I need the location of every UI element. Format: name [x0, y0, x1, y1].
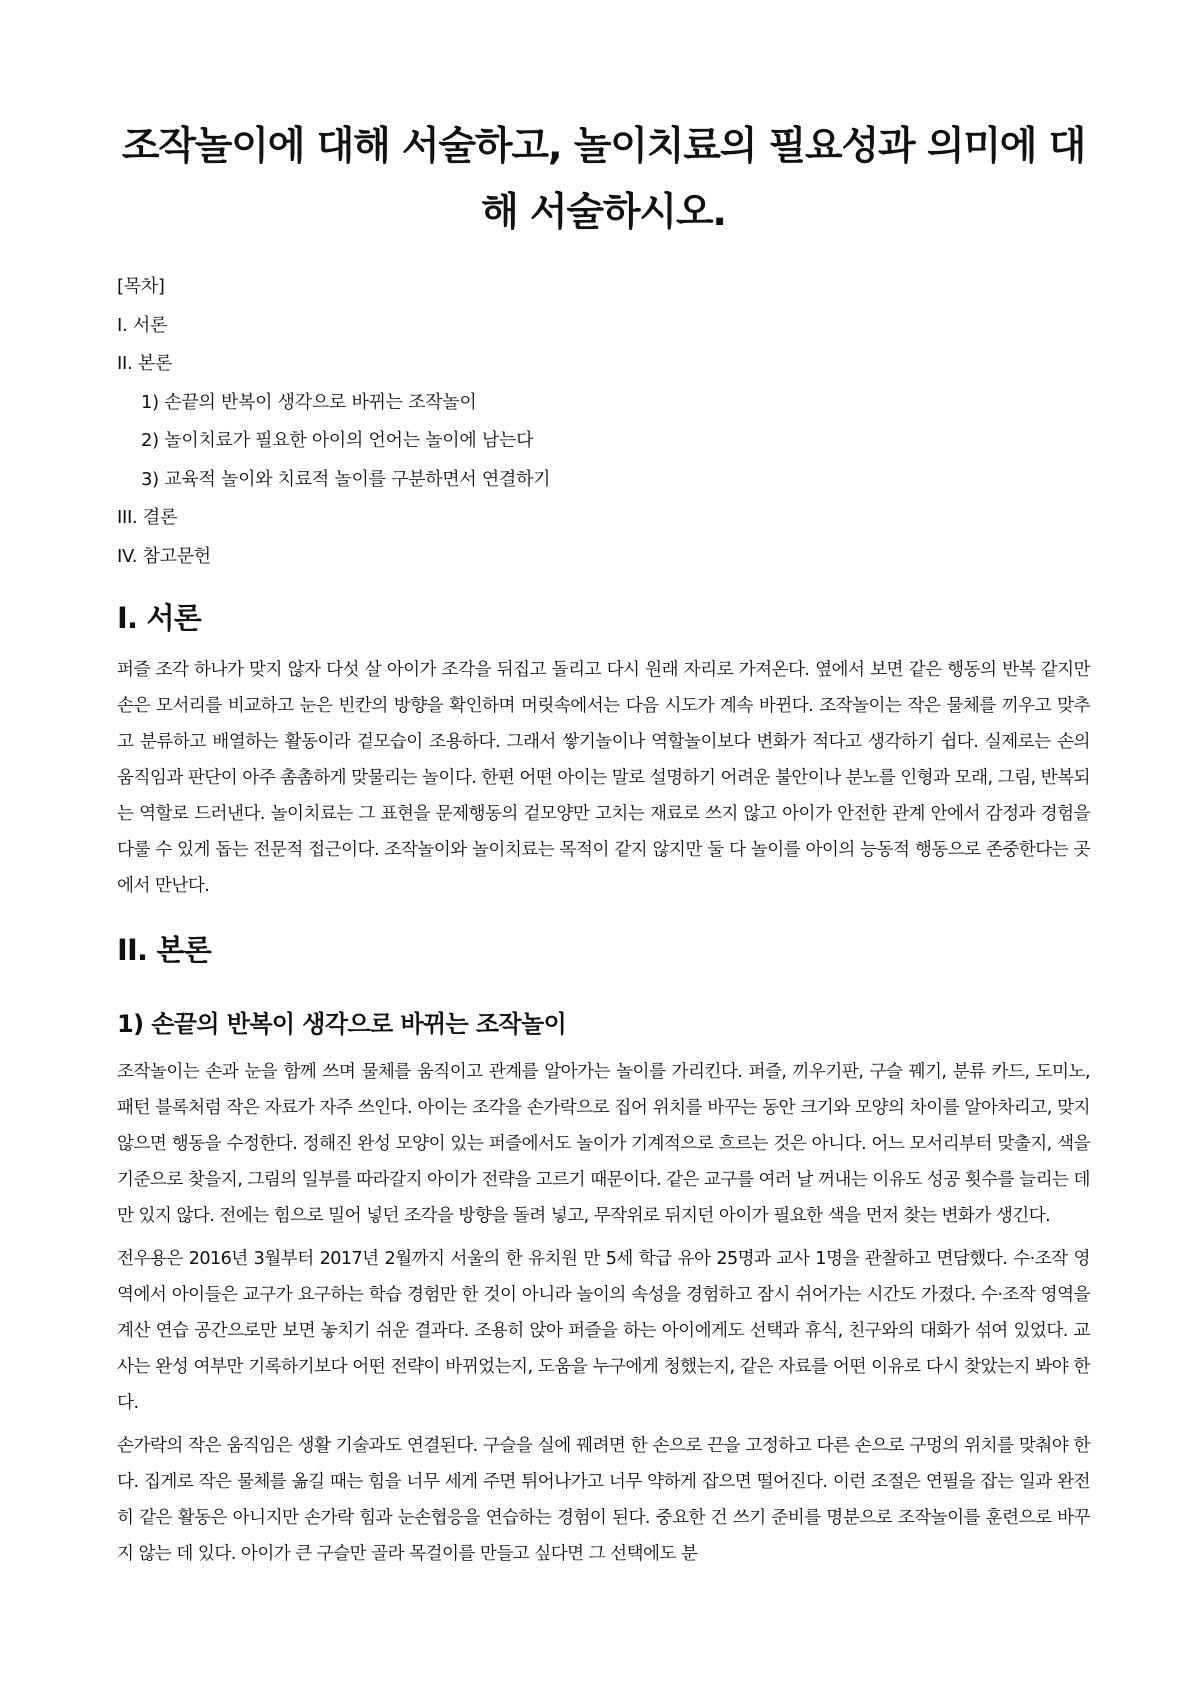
table-of-contents — [117, 268, 1090, 576]
subsection-heading-1: 1) 손끝의 반복이 생각으로 바뀌는 조작놀이 — [117, 1010, 567, 1038]
body-paragraph: 손가락의 작은 움직임은 생활 기술과도 연결된다. 구슬을 실에 꿰려면 한 손으로 끈을 고정하고 다른 손으로 구멍의 위치를 맞춰야 한다. 집게로 작은 물체를 옮길 때는 힘을 너무 세게 주면 튀어나가고 너무 약하게 잡으면 떨어진다. 이런 조절은 연필을 잡는 일과 완전히 같은 활동은 아니지만 손가락 힘과 눈손협응을 연습하는 경험이 된다. 중요한 건 쓰기 준비를 명분으로 조작놀이를 훈련으로 바꾸지 않는 데 있다. 아이가 큰 구슬만 골라 목걸이를 만들고 싶다면 그 선택에도 분 — [117, 1436, 1090, 1564]
intro-paragraph: 퍼즐 조각 하나가 맞지 않자 다섯 살 아이가 조각을 뒤집고 돌리고 다시 원래 자리로 가져온다. 옆에서 보면 같은 행동의 반복 같지만 손은 모서리를 비교하고 눈은 빈칸의 방향을 확인하며 머릿속에서는 다음 시도가 계속 바뀐다. 조작놀이는 작은 물체를 끼우고 맞추고 분류하고 배열하는 활동이라 겉모습이 조용하다. 그래서 쌓기놀이나 역할놀이보다 변화가 적다고 생각하기 쉽다. 실제로는 손의 움직임과 판단이 아주 촘촘하게 맞물리는 놀이다. 한편 어떤 아이는 말로 설명하기 어려운 불안이나 분노를 인형과 모래, 그림, 반복되는 역할로 드러낸다. 놀이치료는 그 표현을 문제행동의 겉모양만 고치는 재료로 쓰지 않고 아이가 안전한 관계 안에서 감정과 경험을 다룰 수 있게 돕는 전문적 접근이다. 조작놀이와 놀이치료는 목적이 같지 않지만 둘 다 놀이를 아이의 능동적 행동으로 존중한다는 곳에서 만난다. — [117, 660, 1090, 896]
document-title: 조작놀이에 대해 서술하고, 놀이치료의 필요성과 의미에 대해 서술하시오. — [121, 124, 1086, 235]
toc-item: I. 서론 — [117, 314, 168, 336]
toc-subitem: 2) 놀이치료가 필요한 아이의 언어는 놀이에 남는다 — [141, 430, 534, 451]
toc-item: IV. 참고문헌 — [117, 545, 211, 567]
body-paragraph: 전우용은 2016년 3월부터 2017년 2월까지 서울의 한 유치원 만 5세 학급 유아 25명과 교사 1명을 관찰하고 면담했다. 수·조작 영역에서 아이들은 교구가 요구하는 학습 경험만 한 것이 아니라 놀이의 속성을 경험하고 잠시 쉬어가는 시간도 가졌다. 수·조작 영역을 계산 연습 공간으로만 보면 놓치기 쉬운 결과다. 조용히 앉아 퍼즐을 하는 아이에게도 선택과 휴식, 친구와의 대화가 섞여 있었다. 교사는 완성 여부만 기록하기보다 어떤 전략이 바뀌었는지, 도움을 누구에게 청했는지, 같은 자료를 어떤 이유로 다시 찾았는지 봐야 한다. — [117, 1249, 1090, 1413]
toc-subitem: 1) 손끝의 반복이 생각으로 바뀌는 조작놀이 — [141, 391, 477, 413]
section-heading-intro: I. 서론 — [117, 601, 201, 635]
body-paragraph: 조작놀이는 손과 눈을 함께 쓰며 물체를 움직이고 관계를 알아가는 놀이를 가리킨다. 퍼즐, 끼우기판, 구슬 꿰기, 분류 카드, 도미노, 패턴 블록처럼 작은 자료가 자주 쓰인다. 아이는 조각을 손가락으로 집어 위치를 바꾸는 동안 크기와 모양의 차이를 알아차리고, 맞지 않으면 행동을 수정한다. 정해진 완성 모양이 있는 퍼즐에서도 놀이가 기계적으로 흐르는 것은 아니다. 어느 모서리부터 맞출지, 색을 기준으로 찾을지, 그림의 일부를 따라갈지 아이가 전략을 고르기 때문이다. 같은 교구를 여러 날 꺼내는 이유도 성공 횟수를 늘리는 데만 있지 않다. 전에는 힘으로 밀어 넣던 조각을 방향을 돌려 넣고, 무작위로 뒤지던 아이가 필요한 색을 먼저 찾는 변화가 생긴다. — [117, 1062, 1090, 1226]
toc-heading: [목차] — [117, 276, 165, 297]
section-heading-body: II. 본론 — [117, 933, 211, 967]
toc-item: III. 결론 — [117, 507, 178, 528]
toc-subitem: 3) 교육적 놀이와 치료적 놀이를 구분하면서 연결하기 — [141, 468, 551, 490]
toc-item: II. 본론 — [117, 353, 173, 374]
